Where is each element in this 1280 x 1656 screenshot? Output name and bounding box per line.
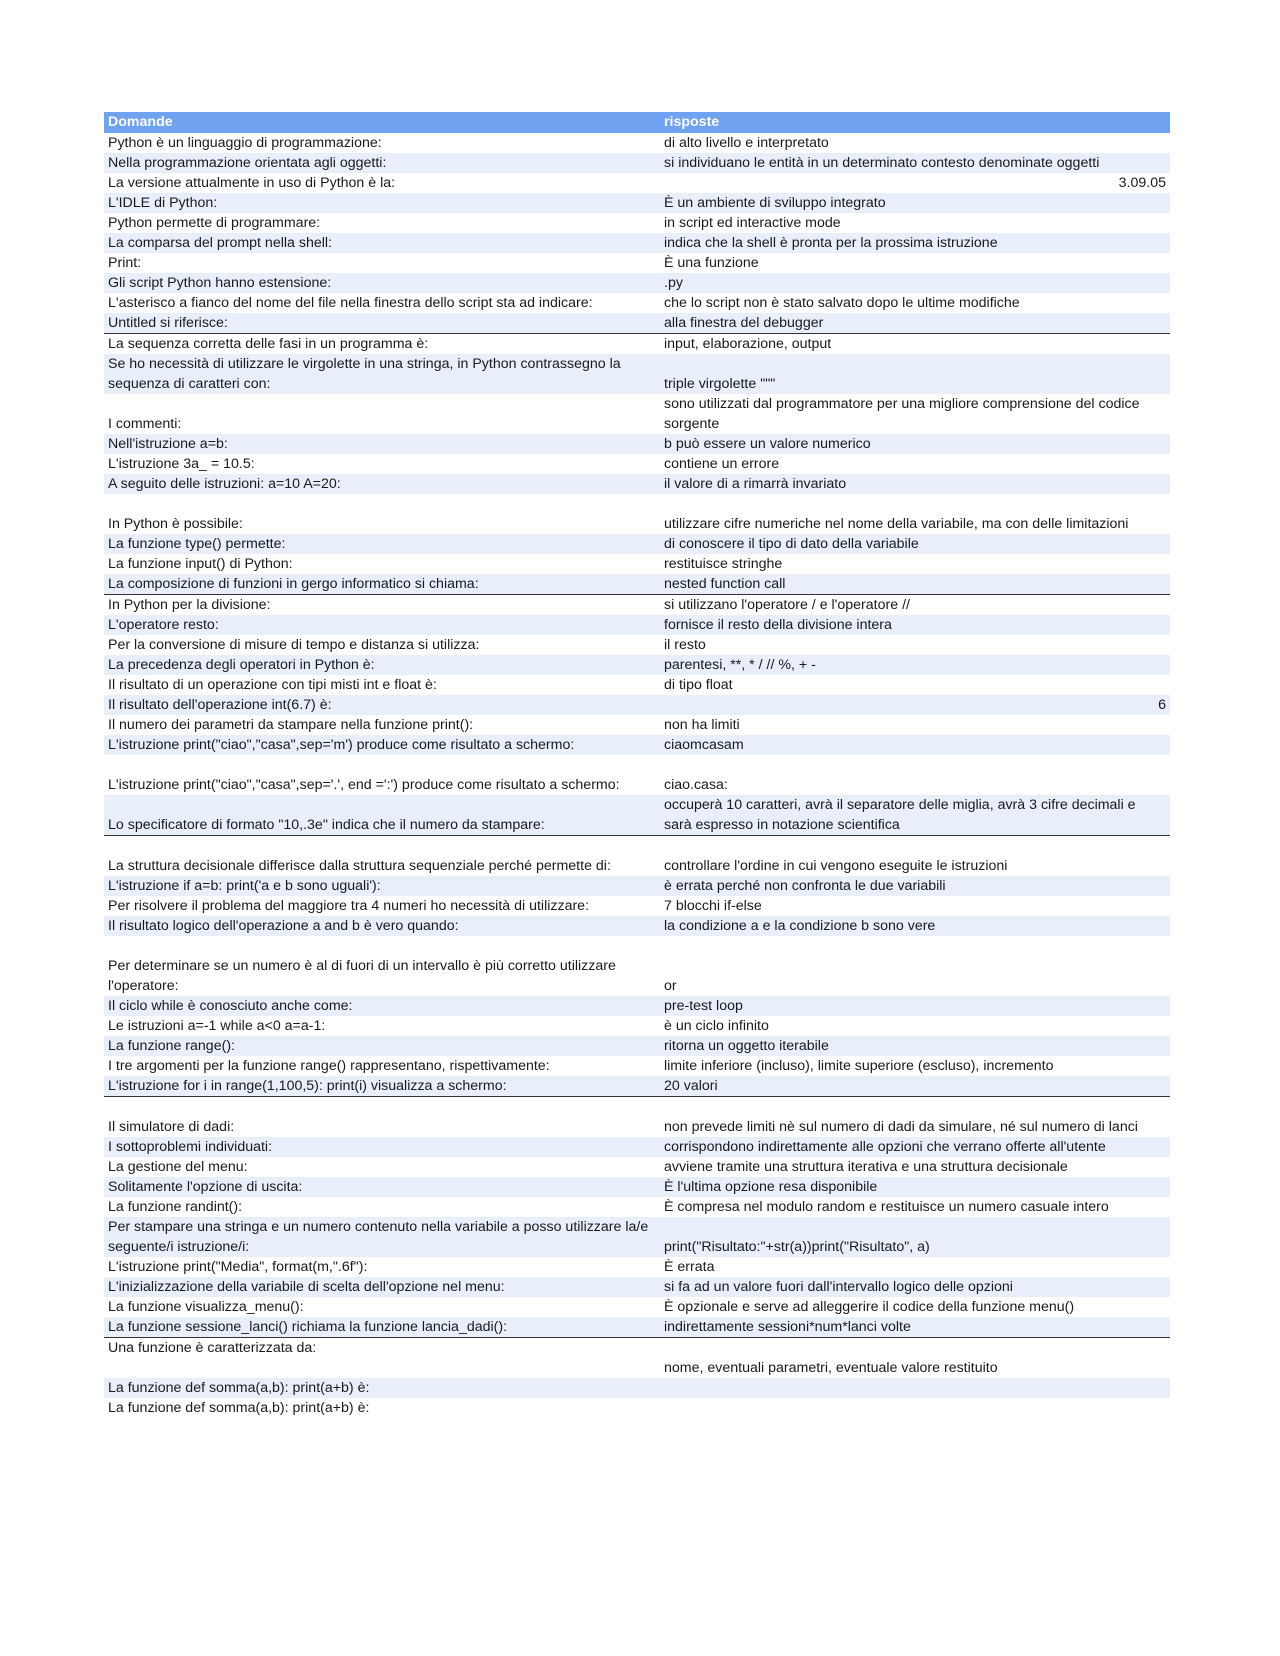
- answer-cell: occuperà 10 caratteri, avrà il separatore delle miglia, avrà 3 cifre decimali e sarà espresso in notazione scientifica: [660, 795, 1170, 836]
- answer-cell: utilizzare cifre numeriche nel nome della variabile, ma con delle limitazioni: [660, 494, 1170, 534]
- question-cell: Python permette di programmare:: [104, 213, 660, 233]
- question-cell: Per risolvere il problema del maggiore tra 4 numeri ho necessità di utilizzare:: [104, 896, 660, 916]
- table-row: [104, 1297, 1170, 1317]
- answer-cell: È l'ultima opzione resa disponibile: [660, 1177, 1170, 1197]
- table-row: [104, 293, 1170, 313]
- question-cell: La comparsa del prompt nella shell:: [104, 233, 660, 253]
- header-questions: Domande: [104, 112, 660, 133]
- answer-cell: è un ciclo infinito: [660, 1016, 1170, 1036]
- table-row: [104, 313, 1170, 334]
- question-cell: L'istruzione print("Media", format(m,".6f"):: [104, 1257, 660, 1277]
- answer-cell: b può essere un valore numerico: [660, 434, 1170, 454]
- table-row: [104, 896, 1170, 916]
- table-row: [104, 836, 1170, 877]
- table-row: [104, 1137, 1170, 1157]
- answer-cell: pre-test loop: [660, 996, 1170, 1016]
- question-cell: La funzione type() permette:: [104, 534, 660, 554]
- table-row: [104, 554, 1170, 574]
- question-cell: L'istruzione 3a_ = 10.5:: [104, 454, 660, 474]
- question-cell: I tre argomenti per la funzione range() rappresentano, rispettivamente:: [104, 1056, 660, 1076]
- table-row: [104, 1197, 1170, 1217]
- question-cell: La sequenza corretta delle fasi in un programma è:: [104, 334, 660, 355]
- table-row: [104, 916, 1170, 936]
- answer-cell: controllare l'ordine in cui vengono eseguite le istruzioni: [660, 836, 1170, 877]
- question-cell: L'asterisco a fianco del nome del file nella finestra dello script sta ad indicare:: [104, 293, 660, 313]
- question-cell: Nell'istruzione a=b:: [104, 434, 660, 454]
- question-cell: L'istruzione for i in range(1,100,5): print(i) visualizza a schermo:: [104, 1076, 660, 1097]
- table-row: [104, 574, 1170, 595]
- answer-cell: or: [660, 936, 1170, 996]
- table-row: [104, 595, 1170, 616]
- question-cell: Il risultato dell'operazione int(6.7) è:: [104, 695, 660, 715]
- question-cell: La funzione randint():: [104, 1197, 660, 1217]
- question-cell: I sottoproblemi individuati:: [104, 1137, 660, 1157]
- table-row: [104, 474, 1170, 494]
- question-cell: Per determinare se un numero è al di fuori di un intervallo è più corretto utilizzare l'operatore:: [104, 936, 660, 996]
- question-cell: La struttura decisionale differisce dalla struttura sequenziale perché permette di:: [104, 836, 660, 877]
- answer-cell: 3.09.05: [660, 173, 1170, 193]
- answer-cell: si individuano le entità in un determinato contesto denominate oggetti: [660, 153, 1170, 173]
- table-row: [104, 735, 1170, 755]
- table-row: [104, 1317, 1170, 1338]
- question-cell: Print:: [104, 253, 660, 273]
- question-cell: In Python per la divisione:: [104, 595, 660, 616]
- question-cell: La funzione def somma(a,b): print(a+b) è:: [104, 1398, 660, 1418]
- answer-cell: ciao.casa:: [660, 755, 1170, 795]
- table-row: [104, 1338, 1170, 1379]
- header-row: [104, 112, 1170, 133]
- table-row: [104, 534, 1170, 554]
- table-row: [104, 615, 1170, 635]
- answer-cell: 7 blocchi if-else: [660, 896, 1170, 916]
- table-row: [104, 494, 1170, 534]
- question-cell: Solitamente l'opzione di uscita:: [104, 1177, 660, 1197]
- table-row: [104, 1177, 1170, 1197]
- question-cell: Nella programmazione orientata agli oggetti:: [104, 153, 660, 173]
- table-row: [104, 1398, 1170, 1418]
- question-cell: La funzione def somma(a,b): print(a+b) è:: [104, 1378, 660, 1398]
- table-row: [104, 233, 1170, 253]
- answer-cell: restituisce stringhe: [660, 554, 1170, 574]
- answer-cell: [660, 1378, 1170, 1398]
- table-row: [104, 936, 1170, 996]
- question-cell: Il numero dei parametri da stampare nella funzione print():: [104, 715, 660, 735]
- answer-cell: .py: [660, 273, 1170, 293]
- answer-cell: che lo script non è stato salvato dopo le ultime modifiche: [660, 293, 1170, 313]
- answer-cell: la condizione a e la condizione b sono vere: [660, 916, 1170, 936]
- answer-cell: il valore di a rimarrà invariato: [660, 474, 1170, 494]
- table-row: [104, 1056, 1170, 1076]
- question-cell: La funzione sessione_lanci() richiama la funzione lancia_dadi():: [104, 1317, 660, 1338]
- question-cell: Per la conversione di misure di tempo e distanza si utilizza:: [104, 635, 660, 655]
- question-cell: Una funzione è caratterizzata da:: [104, 1338, 660, 1379]
- table-row: [104, 354, 1170, 394]
- table-row: [104, 153, 1170, 173]
- table-row: [104, 253, 1170, 273]
- answer-cell: contiene un errore: [660, 454, 1170, 474]
- question-cell: L'inizializzazione della variabile di scelta dell'opzione nel menu:: [104, 1277, 660, 1297]
- table-row: [104, 695, 1170, 715]
- table-row: [104, 193, 1170, 213]
- table-row: [104, 1217, 1170, 1257]
- answer-cell: [660, 1398, 1170, 1418]
- question-cell: Il risultato di un operazione con tipi misti int e float è:: [104, 675, 660, 695]
- table-row: [104, 173, 1170, 193]
- table-row: [104, 1016, 1170, 1036]
- question-cell: Il ciclo while è conosciuto anche come:: [104, 996, 660, 1016]
- question-cell: La versione attualmente in uso di Python è la:: [104, 173, 660, 193]
- table-row: [104, 795, 1170, 836]
- question-cell: L'IDLE di Python:: [104, 193, 660, 213]
- table-row: [104, 273, 1170, 293]
- answer-cell: indica che la shell è pronta per la prossima istruzione: [660, 233, 1170, 253]
- table-row: [104, 1097, 1170, 1138]
- answer-cell: indirettamente sessioni*num*lanci volte: [660, 1317, 1170, 1338]
- question-cell: La gestione del menu:: [104, 1157, 660, 1177]
- answer-cell: print("Risultato:"+str(a))print("Risultato", a): [660, 1217, 1170, 1257]
- answer-cell: È una funzione: [660, 253, 1170, 273]
- answer-cell: corrispondono indirettamente alle opzioni che verrano offerte all'utente: [660, 1137, 1170, 1157]
- answer-cell: di conoscere il tipo di dato della variabile: [660, 534, 1170, 554]
- answer-cell: input, elaborazione, output: [660, 334, 1170, 355]
- answer-cell: nested function call: [660, 574, 1170, 595]
- question-cell: La funzione range():: [104, 1036, 660, 1056]
- answer-cell: fornisce il resto della divisione intera: [660, 615, 1170, 635]
- table-row: [104, 715, 1170, 735]
- answer-cell: parentesi, **, * / // %, + -: [660, 655, 1170, 675]
- answer-cell: non ha limiti: [660, 715, 1170, 735]
- question-cell: La composizione di funzioni in gergo informatico si chiama:: [104, 574, 660, 595]
- question-cell: Le istruzioni a=-1 while a<0 a=a-1:: [104, 1016, 660, 1036]
- table-row: [104, 334, 1170, 355]
- question-cell: La precedenza degli operatori in Python è:: [104, 655, 660, 675]
- question-cell: L'istruzione print("ciao","casa",sep='m') produce come risultato a schermo:: [104, 735, 660, 755]
- table-row: [104, 755, 1170, 795]
- question-cell: Per stampare una stringa e un numero contenuto nella variabile a posso utilizzare la/e seguente/i istruzione/i:: [104, 1217, 660, 1257]
- answer-cell: triple virgolette """: [660, 354, 1170, 394]
- table-row: [104, 1257, 1170, 1277]
- answer-cell: nome, eventuali parametri, eventuale valore restituito: [660, 1338, 1170, 1379]
- answer-cell: È compresa nel modulo random e restituisce un numero casuale intero: [660, 1197, 1170, 1217]
- question-cell: L'operatore resto:: [104, 615, 660, 635]
- table-row: [104, 1076, 1170, 1097]
- table-row: [104, 876, 1170, 896]
- question-cell: L'istruzione if a=b: print('a e b sono uguali'):: [104, 876, 660, 896]
- answer-cell: il resto: [660, 635, 1170, 655]
- answer-cell: avviene tramite una struttura iterativa e una struttura decisionale: [660, 1157, 1170, 1177]
- answer-cell: ritorna un oggetto iterabile: [660, 1036, 1170, 1056]
- question-cell: Gli script Python hanno estensione:: [104, 273, 660, 293]
- answer-cell: È opzionale e serve ad alleggerire il codice della funzione menu(): [660, 1297, 1170, 1317]
- question-cell: Il risultato logico dell'operazione a and b è vero quando:: [104, 916, 660, 936]
- answer-cell: di alto livello e interpretato: [660, 133, 1170, 153]
- table-row: [104, 213, 1170, 233]
- answer-cell: limite inferiore (incluso), limite superiore (escluso), incremento: [660, 1056, 1170, 1076]
- question-cell: A seguito delle istruzioni: a=10 A=20:: [104, 474, 660, 494]
- answer-cell: È un ambiente di sviluppo integrato: [660, 193, 1170, 213]
- answer-cell: si fa ad un valore fuori dall'intervallo logico delle opzioni: [660, 1277, 1170, 1297]
- answer-cell: 20 valori: [660, 1076, 1170, 1097]
- table-row: [104, 675, 1170, 695]
- answer-cell: alla finestra del debugger: [660, 313, 1170, 334]
- table-row: [104, 635, 1170, 655]
- question-cell: Lo specificatore di formato "10,.3e" indica che il numero da stampare:: [104, 795, 660, 836]
- table-row: [104, 454, 1170, 474]
- table-row: [104, 1157, 1170, 1177]
- answer-cell: sono utilizzati dal programmatore per una migliore comprensione del codice sorgente: [660, 394, 1170, 434]
- answer-cell: È errata: [660, 1257, 1170, 1277]
- answer-cell: ciaomcasam: [660, 735, 1170, 755]
- question-cell: La funzione input() di Python:: [104, 554, 660, 574]
- question-cell: Python è un linguaggio di programmazione:: [104, 133, 660, 153]
- header-answers: risposte: [660, 112, 1170, 133]
- question-cell: In Python è possibile:: [104, 494, 660, 534]
- question-cell: La funzione visualizza_menu():: [104, 1297, 660, 1317]
- table-row: [104, 1036, 1170, 1056]
- answer-cell: 6: [660, 695, 1170, 715]
- table-row: [104, 434, 1170, 454]
- table-row: [104, 1378, 1170, 1398]
- table-row: [104, 133, 1170, 153]
- answer-cell: di tipo float: [660, 675, 1170, 695]
- answer-cell: è errata perché non confronta le due variabili: [660, 876, 1170, 896]
- answer-cell: non prevede limiti nè sul numero di dadi da simulare, né sul numero di lanci: [660, 1097, 1170, 1138]
- table-row: [104, 655, 1170, 675]
- question-cell: L'istruzione print("ciao","casa",sep='.', end =':') produce come risultato a schermo:: [104, 755, 660, 795]
- table-row: [104, 1277, 1170, 1297]
- question-cell: Untitled si riferisce:: [104, 313, 660, 334]
- question-cell: I commenti:: [104, 394, 660, 434]
- answer-cell: si utilizzano l'operatore / e l'operatore //: [660, 595, 1170, 616]
- question-cell: Se ho necessità di utilizzare le virgolette in una stringa, in Python contrassegno la sequenza di caratteri con:: [104, 354, 660, 394]
- qa-table: [104, 112, 1170, 1418]
- answer-cell: in script ed interactive mode: [660, 213, 1170, 233]
- question-cell: Il simulatore di dadi:: [104, 1097, 660, 1138]
- table-row: [104, 996, 1170, 1016]
- table-row: [104, 394, 1170, 434]
